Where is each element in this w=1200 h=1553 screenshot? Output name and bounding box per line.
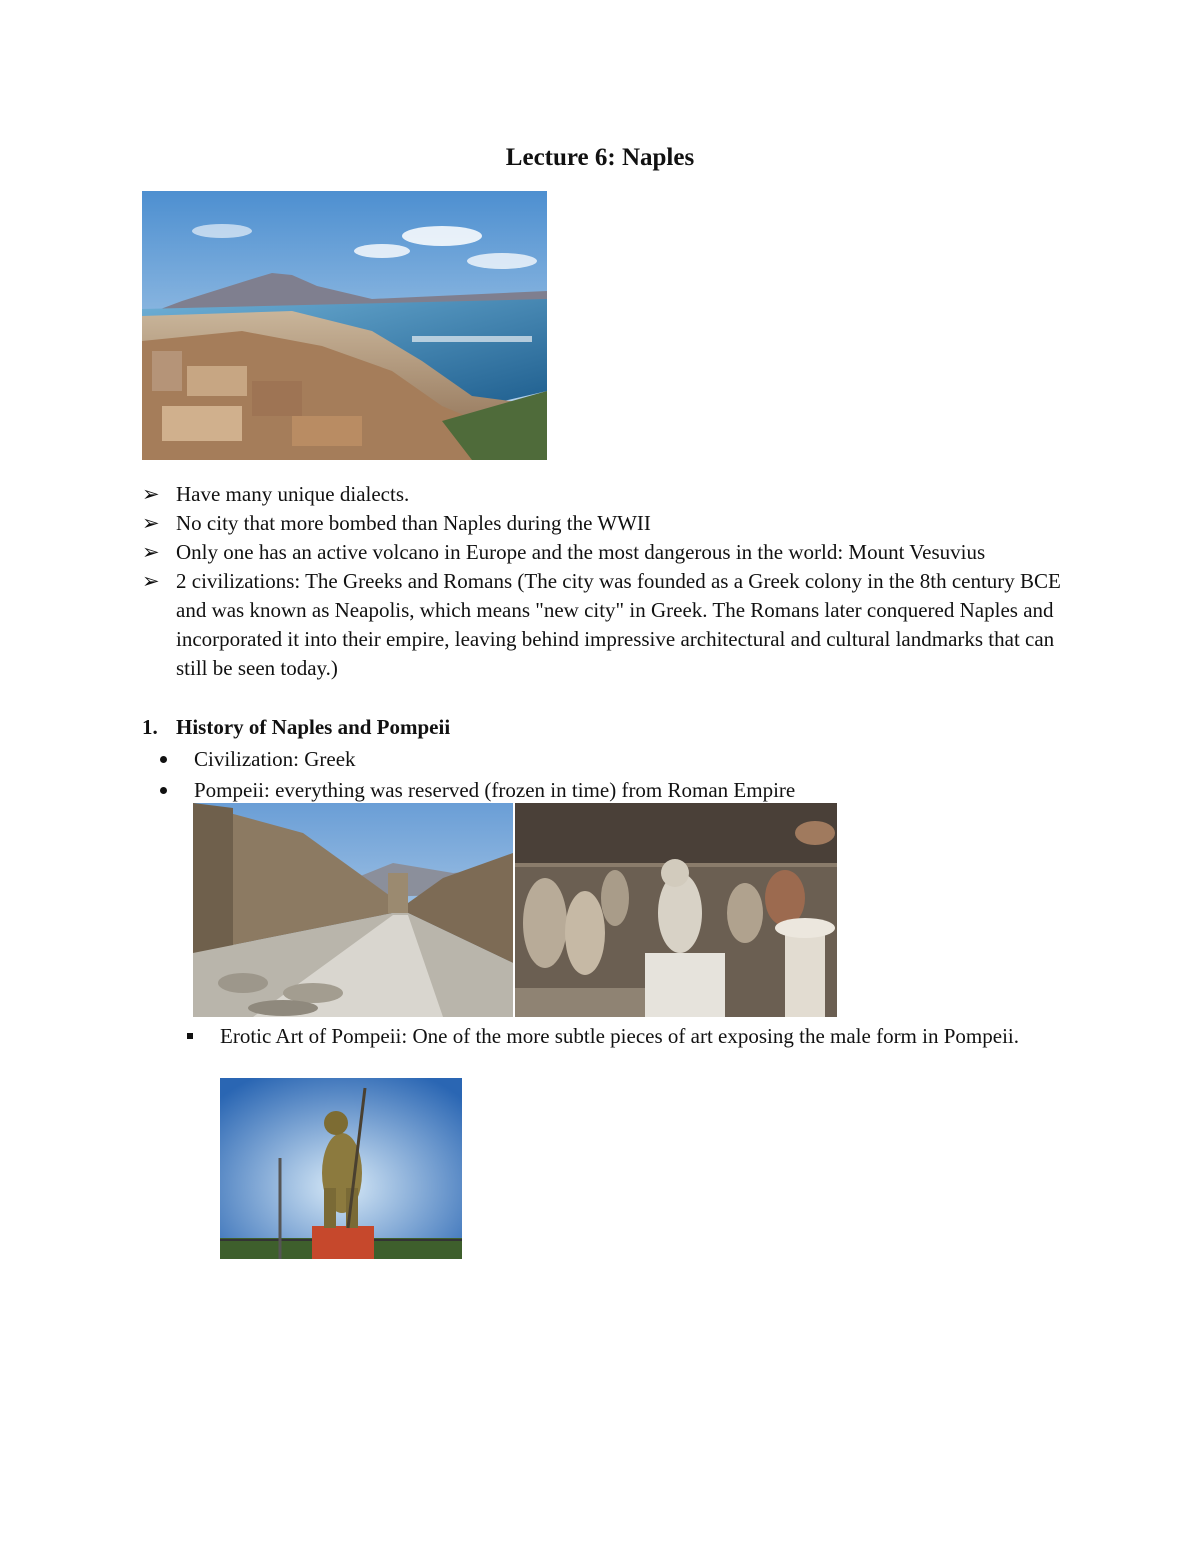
arrow-bullet-icon: ➢ [142, 540, 160, 564]
list-item: ➢ Have many unique dialects. [142, 480, 1062, 509]
list-item: ➢ Only one has an active volcano in Europe and the most dangerous in the world: Mount Vesuvius [142, 538, 1062, 567]
pompeii-street-image [193, 803, 513, 1017]
pompeii-casts-photo [515, 803, 837, 1017]
list-item: ➢ No city that more bombed than Naples during the WWII [142, 509, 1062, 538]
list-item: Civilization: Greek [160, 744, 1060, 775]
list-item: Pompeii: everything was reserved (frozen in time) from Roman Empire [160, 775, 1060, 806]
list-item: ➢ 2 civilizations: The Greeks and Romans (The city was founded as a Greek colony in the 8th century BCE and was known as Neapolis, which means "new city" in Greek. The Romans later conquered Naples and incorporated it into their empire, leaving behind impressive architectural and cultural landmarks that can still be seen today.) [142, 569, 1061, 680]
pompeii-street-photo [193, 803, 513, 1017]
pompeii-plaster-casts-image [515, 803, 837, 1017]
section-title: History of Naples and Pompeii [176, 715, 451, 739]
page-title: Lecture 6: Naples [505, 144, 695, 171]
statue-photo [220, 1078, 462, 1259]
dot-bullet-icon [160, 756, 167, 763]
naples-photo [142, 191, 547, 460]
dot-bullet-icon [160, 787, 167, 794]
arrow-bullet-icon: ➢ [142, 482, 160, 506]
list-item: Erotic Art of Pompeii: One of the more subtle pieces of art exposing the male form in Pompeii. [186, 1022, 1056, 1051]
section-heading [142, 713, 450, 742]
pompeii-bronze-statue-image [220, 1078, 462, 1259]
section-bullet-list [160, 744, 1060, 806]
intro-bullet-list [142, 480, 1062, 683]
arrow-bullet-icon: ➢ [142, 569, 160, 593]
section-number: 1. [142, 715, 158, 739]
arrow-bullet-icon: ➢ [142, 511, 160, 535]
sub-bullet-list [186, 1022, 1056, 1051]
square-bullet-icon [187, 1033, 193, 1039]
naples-bay-vesuvius-image [142, 191, 547, 460]
